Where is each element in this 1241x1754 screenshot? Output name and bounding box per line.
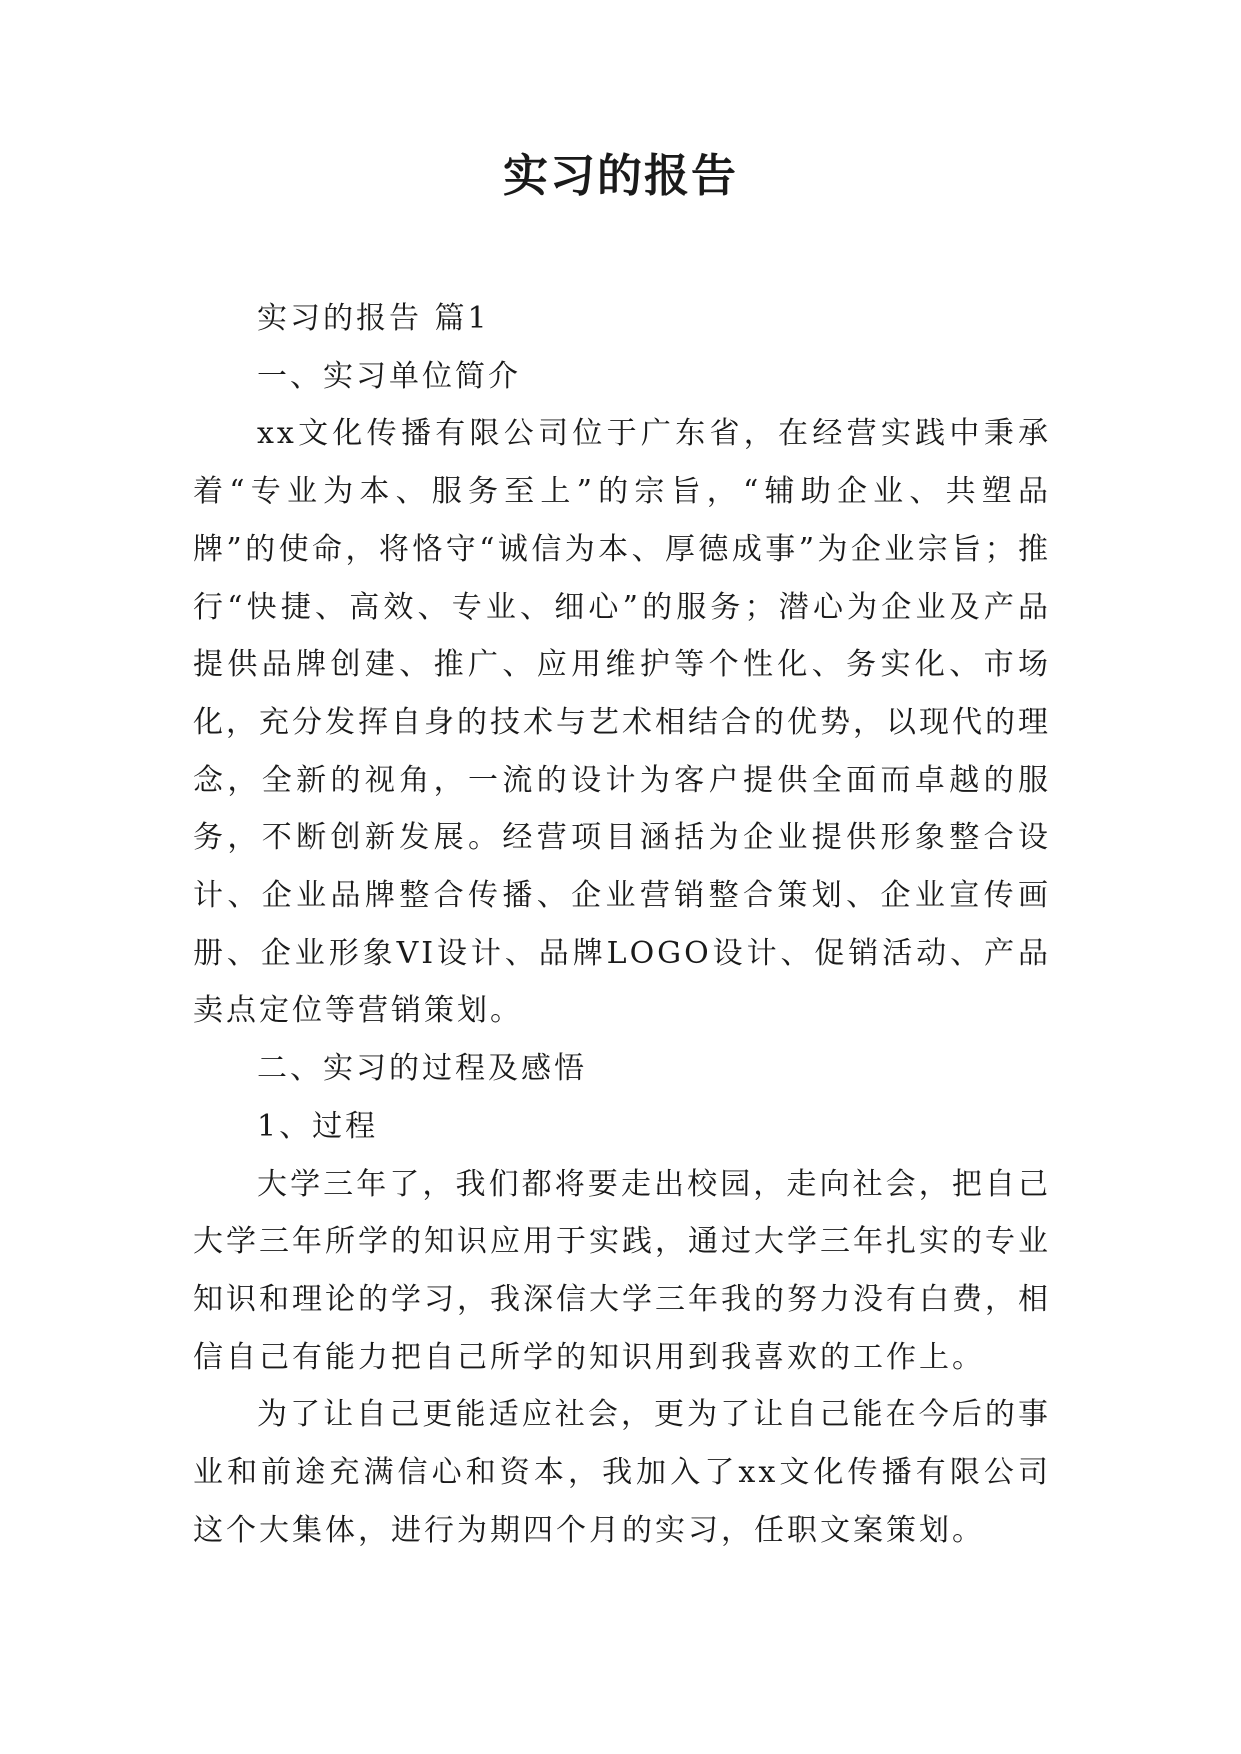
heading-process-and-reflection: 二、实习的过程及感悟: [257, 1051, 587, 1087]
document-title: 实习的报告: [502, 149, 738, 202]
paragraph-company-intro: xx文化传播有限公司位于广东省，在经营实践中秉承着“专业为本、服务至上”的宗旨，“辅助企业、共塑品牌”的使命，将恪守“诚信为本、厚德成事”为企业宗旨；推行“快捷、高效、专业、细心”的服务；潜心为企业及产品提供品牌创建、推广、应用维护等个性化、务实化、市场化，充分发挥自身的技术与艺术相结合的优势，以现代的理念，全新的视角，一流的设计为客户提供全面而卓越的服务，不断创新发展。经营项目涵括为企业提供形象整合设计、企业品牌整合传播、企业营销整合策划、企业宣传画册、企业形象VI设计、品牌LOGO设计、促销活动、产品卖点定位等营销策划。: [193, 416, 1051, 1029]
heading-company-intro: 一、实习单位简介: [257, 358, 521, 394]
document-body: [193, 290, 1051, 1559]
section-heading-part-1: 实习的报告 篇1: [257, 301, 490, 336]
paragraph-university-years: 大学三年了，我们都将要走出校园，走向社会，把自己大学三年所学的知识应用于实践，通过大学三年扎实的专业知识和理论的学习，我深信大学三年我的努力没有白费，相信自己有能力把自己所学的知识用到我喜欢的工作上。: [193, 1166, 1051, 1375]
paragraph-joining-company: 为了让自己更能适应社会，更为了让自己能在今后的事业和前途充满信心和资本，我加入了xx文化传播有限公司这个大集体，进行为期四个月的实习，任职文案策划。: [193, 1397, 1051, 1548]
heading-process: 1、过程: [257, 1108, 379, 1144]
